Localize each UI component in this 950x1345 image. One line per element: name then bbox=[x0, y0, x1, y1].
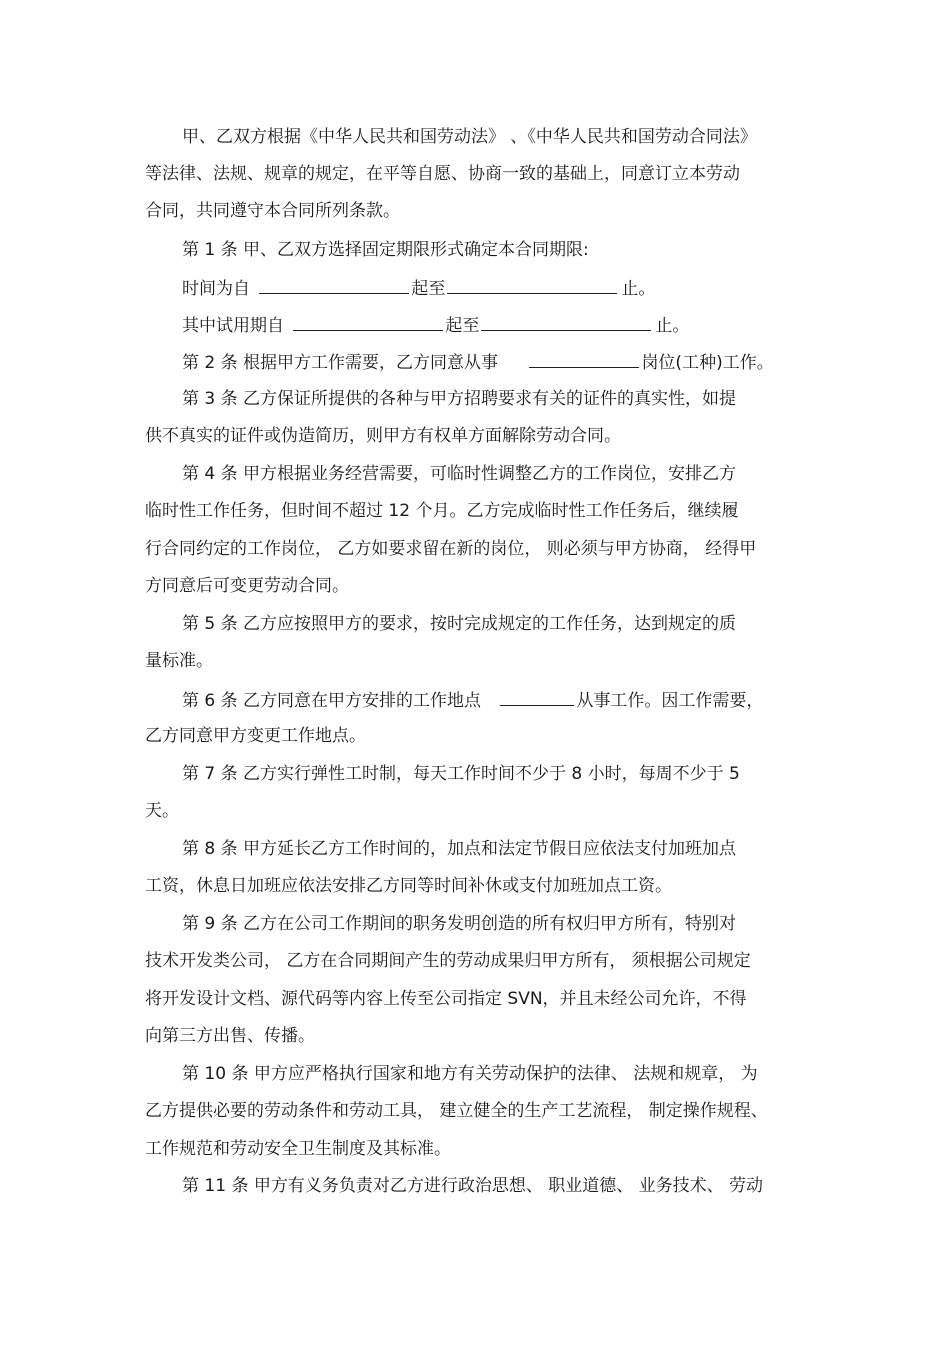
article-9-line-4: 向第三方出售、传播。 bbox=[145, 1026, 315, 1046]
article-6-line-2: 乙方同意甲方变更工作地点。 bbox=[145, 726, 366, 746]
article-2-text: 第 2 条 根据甲方工作需要，乙方同意从事 bbox=[182, 353, 499, 373]
probation-end-blank[interactable] bbox=[481, 313, 651, 331]
article-7-line-2: 天。 bbox=[145, 801, 179, 821]
probation-line bbox=[182, 313, 689, 337]
contract-term-label: 时间为自 bbox=[182, 279, 250, 299]
term-end-label: 止。 bbox=[621, 279, 656, 299]
article-11-line-1: 第 11 条 甲方有义务负责对乙方进行政治思想、 职业道德、 业务技术、 劳动 bbox=[182, 1176, 764, 1196]
probation-end-label: 止。 bbox=[655, 316, 690, 336]
article-6-suffix: 从事工作。因工作需要， bbox=[576, 691, 764, 711]
article-8-line-2: 工资，休息日加班应依法安排乙方同等时间补休或支付加班加点工资。 bbox=[145, 876, 672, 896]
article-10-line-1: 第 10 条 甲方应严格执行国家和地方有关劳动保护的法律、 法规和规章， 为 bbox=[182, 1064, 758, 1084]
article-1-heading: 第 1 条 甲、乙双方选择固定期限形式确定本合同期限: bbox=[182, 240, 589, 260]
workplace-blank[interactable] bbox=[500, 688, 574, 706]
position-blank[interactable] bbox=[529, 350, 639, 368]
article-7-line-1: 第 7 条 乙方实行弹性工时制，每天工作时间不少于 8 小时，每周不少于 5 bbox=[182, 764, 740, 784]
term-end-blank[interactable] bbox=[447, 276, 617, 294]
intro-line-3: 合同，共同遵守本合同所列条款。 bbox=[145, 201, 400, 221]
article-9-line-1: 第 9 条 乙方在公司工作期间的职务发明创造的所有权归甲方所有，特别对 bbox=[182, 914, 737, 934]
probation-mid-label: 起至 bbox=[445, 316, 480, 336]
article-10-line-2: 乙方提供必要的劳动条件和劳动工具， 建立健全的生产工艺流程， 制定操作规程、 bbox=[145, 1101, 768, 1121]
article-6-text: 第 6 条 乙方同意在甲方安排的工作地点 bbox=[182, 691, 482, 711]
probation-label: 其中试用期自 bbox=[182, 316, 284, 336]
article-6-line-1 bbox=[182, 688, 763, 712]
intro-line-1: 甲、乙双方根据《中华人民共和国劳动法》 、《中华人民共和国劳动合同法》 bbox=[182, 127, 757, 147]
article-2 bbox=[182, 350, 774, 374]
article-3-line-1: 第 3 条 乙方保证所提供的各种与甲方招聘要求有关的证件的真实性，如提 bbox=[182, 389, 737, 409]
article-4-line-4: 方同意后可变更劳动合同。 bbox=[145, 576, 349, 596]
article-4-line-1: 第 4 条 甲方根据业务经营需要，可临时性调整乙方的工作岗位，安排乙方 bbox=[182, 464, 737, 484]
term-start-blank[interactable] bbox=[259, 276, 409, 294]
article-3-line-2: 供不真实的证件或伪造简历，则甲方有权单方面解除劳动合同。 bbox=[145, 426, 621, 446]
intro-line-2: 等法律、法规、规章的规定，在平等自愿、协商一致的基础上，同意订立本劳动 bbox=[145, 164, 740, 184]
contract-term-line bbox=[182, 276, 655, 300]
article-5-line-2: 量标准。 bbox=[145, 651, 213, 671]
article-8-line-1: 第 8 条 甲方延长乙方工作时间的，加点和法定节假日应依法支付加班加点 bbox=[182, 839, 737, 859]
probation-start-blank[interactable] bbox=[293, 313, 443, 331]
article-2-suffix: 岗位(工种)工作。 bbox=[641, 353, 774, 373]
article-5-line-1: 第 5 条 乙方应按照甲方的要求，按时完成规定的工作任务，达到规定的质 bbox=[182, 614, 737, 634]
article-9-line-2: 技术开发类公司， 乙方在合同期间产生的劳动成果归甲方所有， 须根据公司规定 bbox=[145, 951, 751, 971]
article-4-line-3: 行合同约定的工作岗位， 乙方如要求留在新的岗位， 则必须与甲方协商， 经得甲 bbox=[145, 539, 757, 559]
article-4-line-2: 临时性工作任务，但时间不超过 12 个月。乙方完成临时性工作任务后，继续履 bbox=[145, 501, 739, 521]
term-mid-label: 起至 bbox=[411, 279, 446, 299]
article-10-line-3: 工作规范和劳动安全卫生制度及其标准。 bbox=[145, 1139, 451, 1159]
article-9-line-3: 将开发设计文档、源代码等内容上传至公司指定 SVN，并且未经公司允许，不得 bbox=[145, 989, 747, 1009]
